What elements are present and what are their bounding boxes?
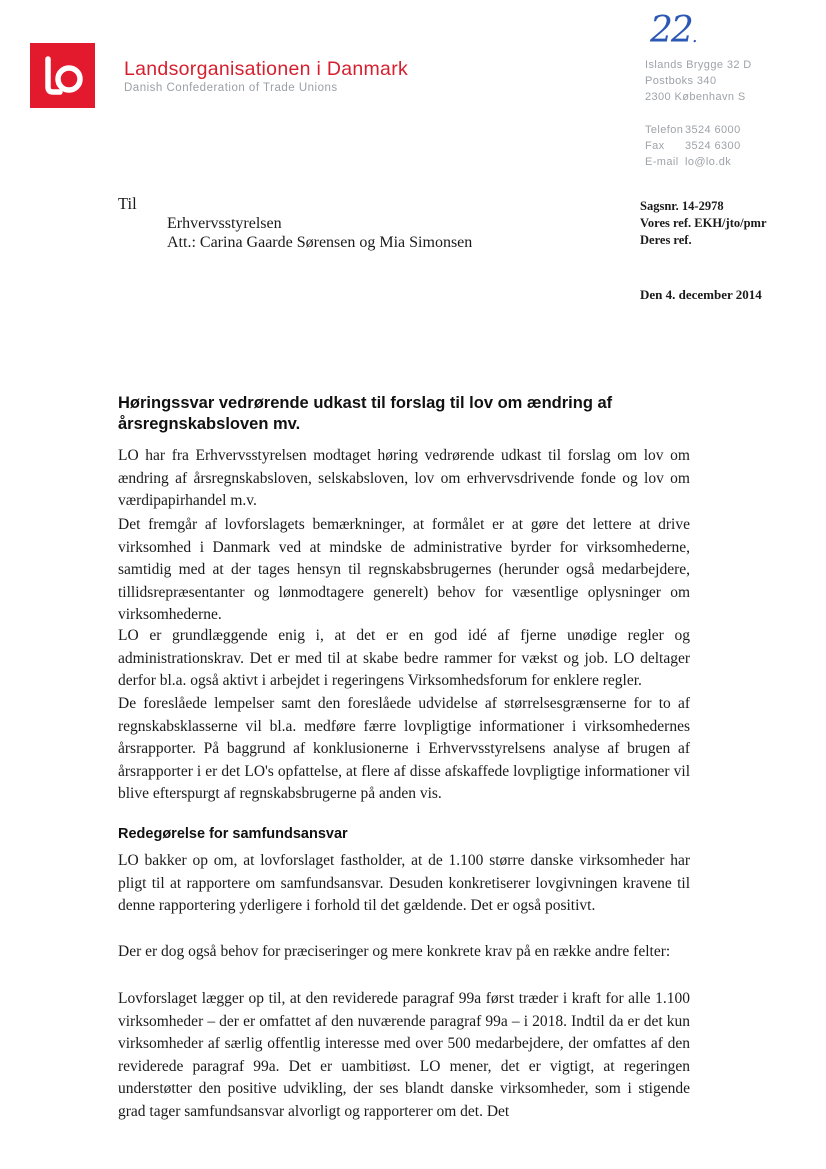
org-name: Landsorganisationen i Danmark bbox=[124, 58, 409, 80]
to-label: Til bbox=[118, 194, 137, 213]
reference-block bbox=[640, 198, 767, 249]
address-line: 2300 København S bbox=[645, 91, 746, 103]
handwritten-number: 22. bbox=[650, 10, 696, 51]
lo-logo bbox=[30, 43, 95, 108]
letter-heading: Høringssvar vedrørende udkast til forslag til lov om ændring af årsregnskabsloven mv. bbox=[118, 394, 613, 433]
body-paragraph: LO bakker op om, at lovforslaget fastholder, at de 1.100 større danske virksomheder har pligt til at rapportere om samfundsansvar. Desuden konkretiserer lovgivningen kravene til denne rapportering yderligere i forhold til det gældende. Det er også positivt. bbox=[118, 852, 690, 914]
contact-phone: Telefon 3524 6000 bbox=[645, 124, 741, 136]
lo-logo-mark bbox=[30, 43, 95, 108]
contact-fax: Fax 3524 6300 bbox=[645, 140, 741, 152]
recipient-attention: Att.: Carina Gaarde Sørensen og Mia Simonsen bbox=[167, 234, 473, 251]
address-line: Postboks 340 bbox=[645, 75, 717, 87]
address-line: Islands Brygge 32 D bbox=[645, 59, 752, 71]
contact-email: E-mail lo@lo.dk bbox=[645, 156, 732, 168]
our-reference: Vores ref. EKH/jto/pmr bbox=[640, 216, 767, 230]
recipient-name: Erhvervsstyrelsen bbox=[167, 215, 282, 232]
recipient-block bbox=[167, 214, 472, 252]
case-number: Sagsnr. 14-2978 bbox=[640, 199, 724, 213]
body-paragraph: LO har fra Erhvervsstyrelsen modtaget høring vedrørende udkast til forslag om lov om ændring af årsregnskabsloven, selskabsloven, lov om erhvervsdrivende fonde og lov om værdipapirhandel m.v. bbox=[118, 447, 690, 509]
body-paragraph: Det fremgår af lovforslagets bemærkninger, at formålet er at gøre det lettere at drive virksomhed i Danmark ved at mindske de administrative byrder for virksomhederne, samtidig med at der tages hensyn til regnskabsbrugernes (herunder også medarbejdere, tillidsrepræsentanter og lønmodtagere generelt) behov for væsentlige oplysninger om virksomhederne. bbox=[118, 516, 690, 623]
section-subheading: Redegørelse for samfundsansvar bbox=[118, 826, 348, 842]
body-paragraph: LO er grundlæggende enig i, at det er en god idé af fjerne unødige regler og administrationskrav. Det er med til at skabe bedre rammer for vækst og job. LO deltager derfor bl.a. også aktivt i arbejdet i regeringens Virksomhedsforum for enklere regler. bbox=[118, 627, 690, 689]
your-reference: Deres ref. bbox=[640, 233, 692, 247]
body-paragraph: De foreslåede lempelser samt den foreslåede udvidelse af størrelsesgrænserne for to af regnskabsklasserne vil bl.a. medføre færre lovpligtige informationer i virksomhedernes årsrapporter. På baggrund af konklusionerne i Erhvervsstyrelsens analyse af brugen af årsrapporter i er det LO's opfattelse, at flere af disse afskaffede lovpligtige informationer vil blive efterspurgt af regnskabsbrugerne på anden vis. bbox=[118, 695, 690, 802]
contact-block bbox=[645, 122, 741, 170]
address-block bbox=[645, 57, 752, 105]
body-paragraph: Der er dog også behov for præciseringer og mere konkrete krav på en række andre felter: bbox=[118, 943, 671, 960]
letter-date: Den 4. december 2014 bbox=[640, 287, 762, 302]
org-subtitle: Danish Confederation of Trade Unions bbox=[124, 82, 338, 94]
body-paragraph: Lovforslaget lægger op til, at den reviderede paragraf 99a først træder i kraft for alle 1.100 virksomheder – der er omfattet af den nuværende paragraf 99a – i 2018. Indtil da er det kun virksomheder af særlig offentlig interesse med over 500 medarbejdere, der omfattes af den reviderede paragraf 99a. Det er uambitiøst. LO mener, det er vigtigt, at regeringen understøtter den positive udvikling, der ses blandt danske virksomheder, som i stigende grad tager samfundsansvar alvorligt og rapporterer om det. Det bbox=[118, 990, 690, 1120]
